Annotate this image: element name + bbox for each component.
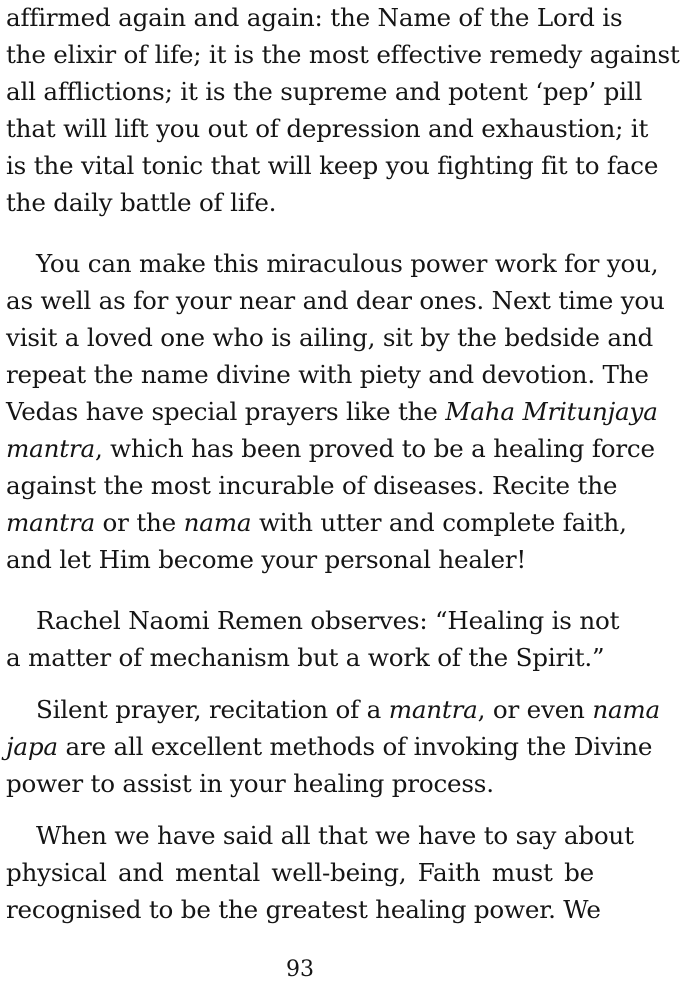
text-run: , or even <box>477 695 593 724</box>
text-line: recognised to be the greatest healing power. We <box>6 895 601 924</box>
text-line <box>6 505 627 541</box>
text-line: is the vital tonic that will keep you fighting fit to face <box>6 151 659 180</box>
text-line: You can make this miraculous power work for you, <box>36 249 659 278</box>
italic-term: japa <box>6 732 58 761</box>
text-run: are all excellent methods of invoking the Divine <box>57 732 653 761</box>
text-line <box>6 394 658 430</box>
page-number: 93 <box>286 957 314 982</box>
text-line <box>6 431 655 467</box>
text-line: as well as for your near and dear ones. Next time you <box>6 286 665 315</box>
text-run: Vedas have special prayers like the <box>6 397 438 426</box>
italic-term: mantra <box>388 695 478 724</box>
text-run: with utter and complete faith, <box>251 508 627 537</box>
text-line: all afflictions; it is the supreme and potent ‘pep’ pill <box>6 77 643 106</box>
italic-term: nama <box>183 508 252 537</box>
text-line: physical and mental well-being, Faith must be <box>6 858 594 887</box>
text-line: that will lift you out of depression and exhaustion; it <box>6 114 649 143</box>
italic-term: mantra <box>6 434 95 463</box>
text-run: , which has been proved to be a healing force <box>94 434 655 463</box>
text-line <box>36 692 661 728</box>
text-line <box>6 729 653 765</box>
text-line: When we have said all that we have to say about <box>36 821 634 850</box>
text-line: Rachel Naomi Remen observes: “Healing is not <box>36 606 620 635</box>
text-line: a matter of mechanism but a work of the Spirit.” <box>6 643 605 672</box>
text-line: repeat the name divine with piety and devotion. The <box>6 360 649 389</box>
text-line: the elixir of life; it is the most effective remedy against <box>6 40 680 69</box>
text-run: Silent prayer, recitation of a <box>36 695 389 724</box>
text-line: and let Him become your personal healer! <box>6 545 527 574</box>
text-line: the daily battle of life. <box>6 188 277 217</box>
italic-term: Maha Mritunjaya <box>445 397 658 426</box>
italic-term: mantra <box>6 508 95 537</box>
italic-term: nama <box>592 695 661 724</box>
text-line: affirmed again and again: the Name of the Lord is <box>6 3 623 32</box>
text-run: or the <box>94 508 184 537</box>
text-line: visit a loved one who is ailing, sit by the bedside and <box>6 323 654 352</box>
text-line: power to assist in your healing process. <box>6 769 494 798</box>
text-line: against the most incurable of diseases. Recite the <box>6 471 618 500</box>
